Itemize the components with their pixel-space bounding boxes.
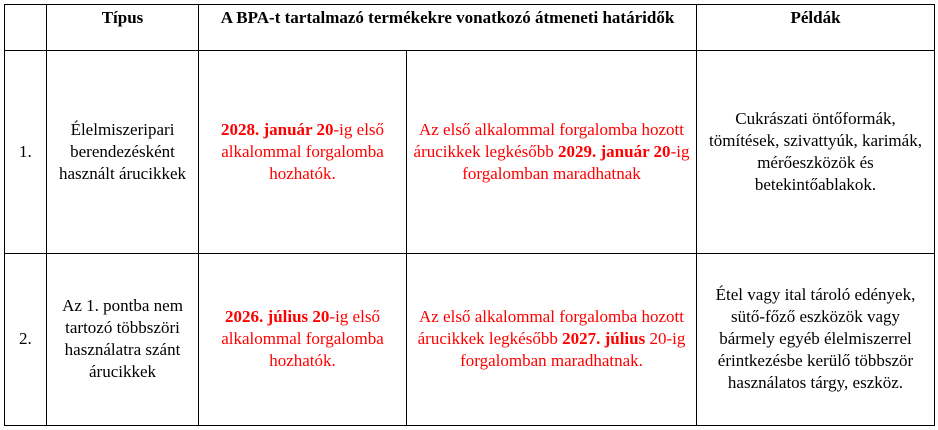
deadline-text: -ig első alkalommal forgalomba hozhatók. [221,307,384,371]
row-examples: Cukrászati öntőformák, tömítések, szivattyúk, karimák, mérőeszközök és betekintőablakok. [697,51,935,253]
header-row [5,5,935,51]
row-deadline-first-market [199,253,407,425]
row-number: 1. [5,51,47,253]
table-row [5,253,935,425]
row-type: Élelmiszeripari berendezésként használt árucikkek [47,51,199,253]
deadline-text-post: 20-ig forgalomban maradhatnak. [460,329,686,371]
row-deadline-first-market [199,51,407,253]
header-number-cell [5,5,47,51]
deadline-text-pre: Az első alkalommal forgalomba hozott árucikkek legkésőbb [417,307,684,349]
header-type: Típus [47,5,199,51]
bpa-deadlines-table [4,4,935,426]
deadline-date: 2028. január 20 [220,119,334,139]
deadline-date: 2026. július 20 [225,307,330,327]
row-examples: Étel vagy ital tároló edények, sütő-főző eszközök vagy bármely egyéb élelmiszerrel érintkezésbe kerülő többször használatos tárgy, eszköz. [697,253,935,425]
row-deadline-remain-market [407,51,697,253]
deadline-date: 2027. július [562,329,646,349]
deadline-text-pre: Az első alkalommal forgalomba hozott árucikkek legkésőbb [413,119,684,161]
row-type: Az 1. pontba nem tartozó többszöri használatra szánt árucikkek [47,253,199,425]
header-deadlines: A BPA-t tartalmazó termékekre vonatkozó átmeneti határidők [199,5,697,51]
row-deadline-remain-market [407,253,697,425]
deadline-text-post: -ig forgalomban maradhatnak [462,141,690,183]
deadline-text: -ig első alkalommal forgalomba hozhatók. [221,119,385,183]
table-row [5,51,935,253]
row-number: 2. [5,253,47,425]
header-examples: Példák [697,5,935,51]
deadline-date: 2029. január 20 [558,141,671,161]
